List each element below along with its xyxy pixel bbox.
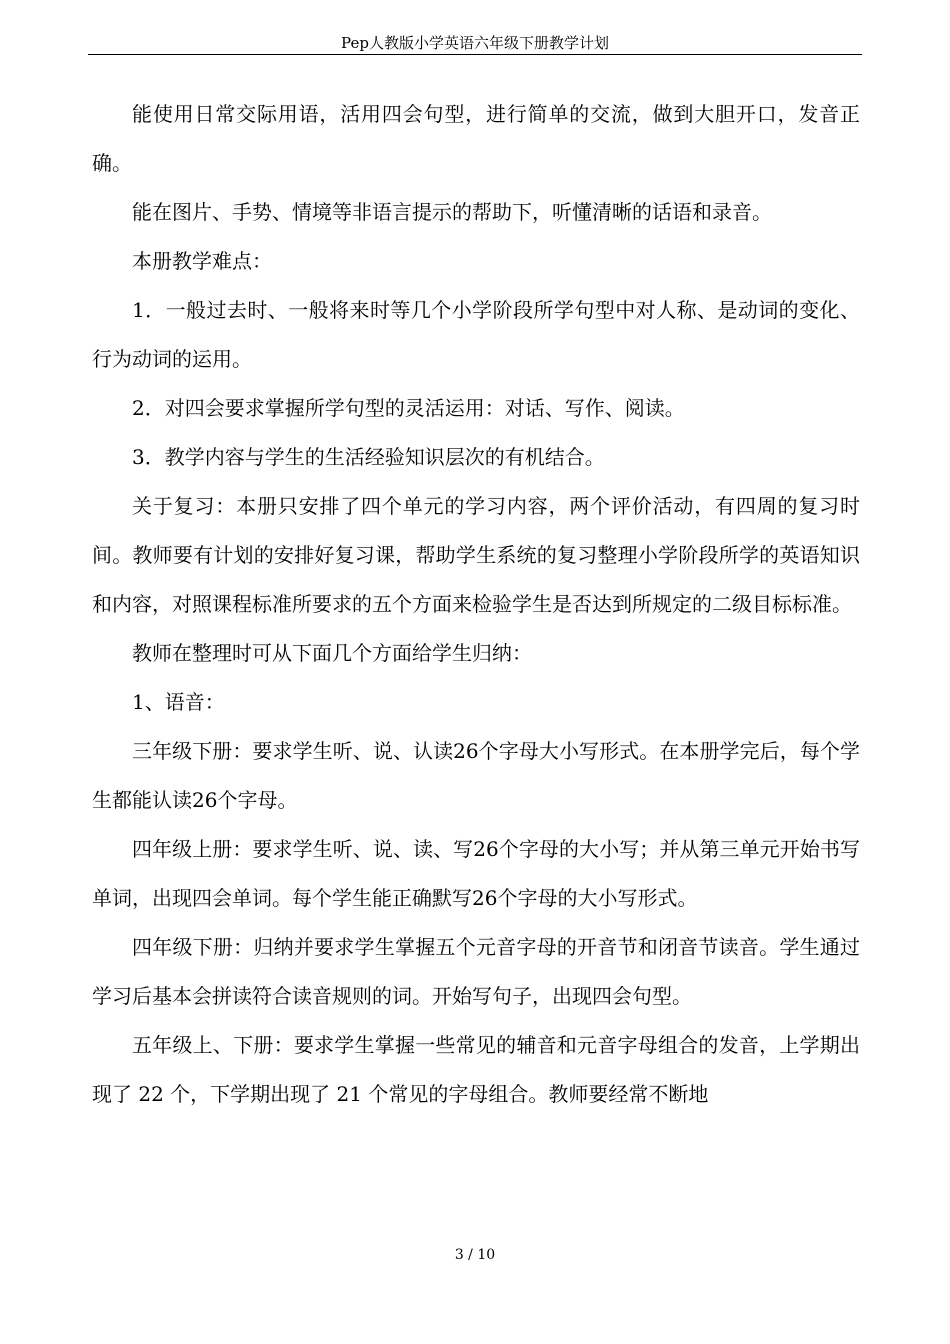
paragraph-grade5: 五年级上、下册：要求学生掌握一些常见的辅音和元音字母组合的发音，上学期出现了 22 个，下学期出现了 21 个常见的字母组合。教师要经常不断地 [92, 1033, 860, 1106]
paragraph-difficulty-1: 1．一般过去时、一般将来时等几个小学阶段所学句型中对人称、是动词的变化、行为动词的运用。 [92, 298, 860, 371]
document-body [92, 90, 860, 1119]
paragraph-review: 关于复习：本册只安排了四个单元的学习内容，两个评价活动，有四周的复习时间。教师要有计划的安排好复习课，帮助学生系统的复习整理小学阶段所学的英语知识和内容，对照课程标准所要求的五个方面来检验学生是否达到所规定的二级目标标准。 [92, 494, 860, 616]
paragraph-summary-intro: 教师在整理时可从下面几个方面给学生归纳： [132, 641, 532, 665]
paragraph-phonetics-heading: 1、语音： [132, 690, 225, 714]
page-header-title: Pep人教版小学英语六年级下册教学计划 [341, 34, 609, 52]
paragraph-grade3-second: 三年级下册：要求学生听、说、认读26个字母大小写形式。在本册学完后，每个学生都能认读26个字母。 [92, 739, 860, 812]
paragraph-grade4-second: 四年级下册：归纳并要求学生掌握五个元音字母的开音节和闭音节读音。学生通过学习后基本会拼读符合读音规则的词。开始写句子，出现四会句型。 [92, 935, 860, 1008]
paragraph-communication: 能使用日常交际用语，活用四会句型，进行简单的交流，做到大胆开口，发音正确。 [92, 102, 860, 175]
paragraph-difficulty-3: 3．教学内容与学生的生活经验知识层次的有机结合。 [132, 445, 605, 469]
header-divider [88, 54, 862, 55]
paragraph-difficulties-heading: 本册教学难点： [132, 249, 272, 273]
paragraph-listening: 能在图片、手势、情境等非语言提示的帮助下，听懂清晰的话语和录音。 [132, 200, 772, 224]
paragraph-grade4-first: 四年级上册：要求学生听、说、读、写26个字母的大小写；并从第三单元开始书写单词，出现四会单词。每个学生能正确默写26个字母的大小写形式。 [92, 837, 860, 910]
paragraph-difficulty-2: 2．对四会要求掌握所学句型的灵活运用：对话、写作、阅读。 [132, 396, 685, 420]
page-number: 3 / 10 [454, 1247, 496, 1263]
